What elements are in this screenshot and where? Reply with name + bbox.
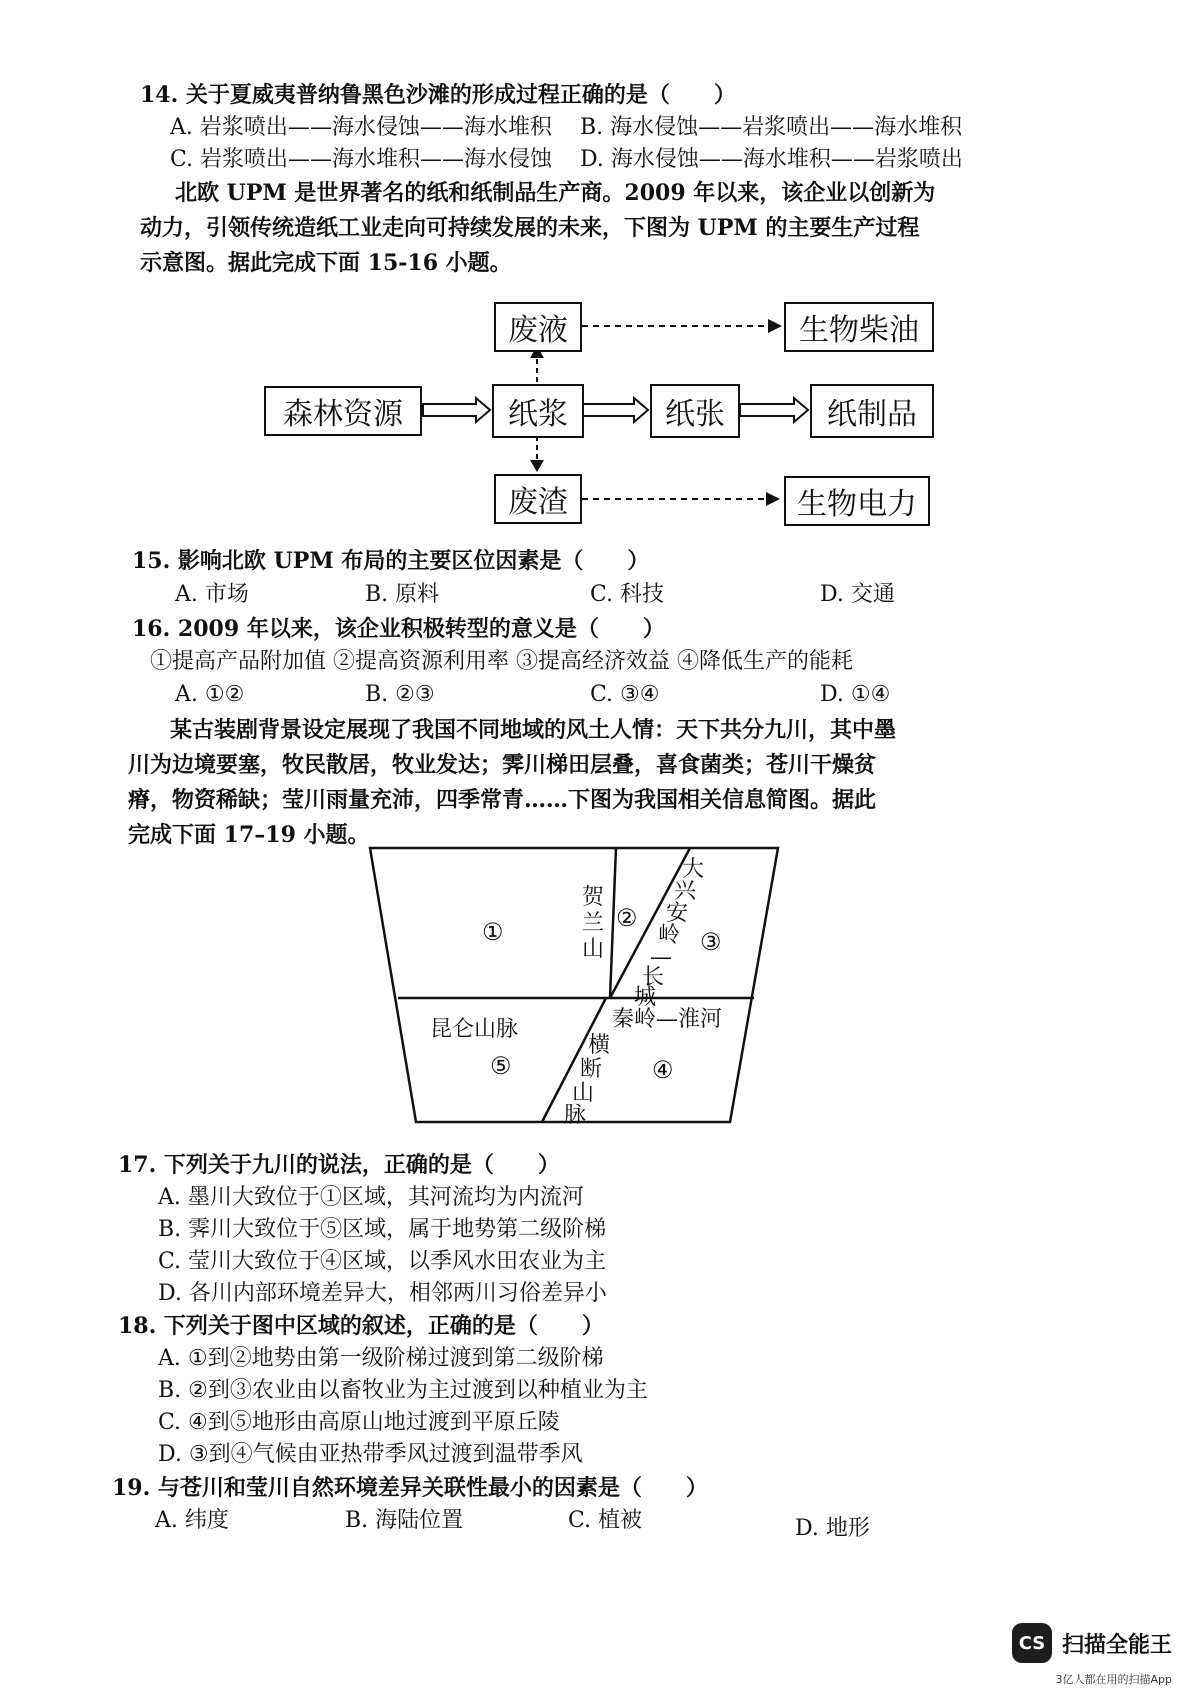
scanner-logo-icon: CS <box>1012 1623 1052 1663</box>
q17-option-c: C. 莹川大致位于④区域，以季风水田农业为主 <box>158 1249 607 1274</box>
map-label-daxing-4: 岭 <box>658 923 681 948</box>
q18-option-a: A. ①到②地势由第一级阶梯过渡到第二级阶梯 <box>158 1346 604 1371</box>
q17-stem: 17. 下列关于九川的说法，正确的是（ ） <box>118 1152 560 1178</box>
map-region-1: ① <box>482 918 504 946</box>
q14-option-d: D. 海水侵蚀——海水堆积——岩浆喷出 <box>580 147 963 172</box>
intro-15-16-line2: 动力，引领传统造纸工业走向可持续发展的未来，下图为 UPM 的主要生产过程 <box>140 215 920 241</box>
intro-17-19-line2: 川为边境要塞，牧民散居，牧业发达；霁川梯田层叠，喜食菌类；苍川干燥贫 <box>128 752 877 778</box>
map-label-helan-3: 山 <box>582 937 605 962</box>
q15-option-c: C. 科技 <box>590 582 665 607</box>
q16-option-d: D. ①④ <box>820 682 891 707</box>
map-label-daxing-7: 城 <box>634 985 657 1010</box>
map-label-kunlun: 昆仑山脉 <box>430 1017 519 1042</box>
map-label-daxing-1: 大 <box>682 857 705 882</box>
intro-17-19-line3: 瘠，物资稀缺；莹川雨量充沛，四季常青……下图为我国相关信息简图。据此 <box>128 787 877 813</box>
q19-option-b: B. 海陆位置 <box>345 1508 464 1533</box>
flow-box-waste-liquid: 废液 <box>494 302 582 352</box>
map-label-daxing-6: 长 <box>642 965 665 990</box>
map-label-hengduan-1: 横 <box>588 1033 611 1058</box>
map-region-2: ② <box>616 904 638 932</box>
q14-option-c: C. 岩浆喷出——海水堆积——海水侵蚀 <box>170 147 553 172</box>
q19-stem: 19. 与苍川和莹川自然环境差异关联性最小的因素是（ ） <box>112 1475 708 1501</box>
intro-17-19-line1: 某古装剧背景设定展现了我国不同地域的风土人情：天下共分九川，其中墨 <box>170 717 897 743</box>
flow-box-biodiesel: 生物柴油 <box>784 302 934 352</box>
flow-box-biopower: 生物电力 <box>784 476 930 526</box>
q18-stem: 18. 下列关于图中区域的叙述，正确的是（ ） <box>118 1313 604 1339</box>
flow-box-products: 纸制品 <box>810 384 934 438</box>
q16-option-a: A. ①② <box>175 682 245 707</box>
q17-option-b: B. 霁川大致位于⑤区域，属于地势第二级阶梯 <box>158 1217 607 1242</box>
flow-arrow-pulp-waste-residue <box>530 436 544 472</box>
flow-arrow-waste-liquid-biodiesel <box>582 319 782 333</box>
q19-option-a: A. 纬度 <box>155 1508 229 1533</box>
flow-box-pulp: 纸浆 <box>492 384 584 438</box>
flow-arrow-pulp-paper <box>583 398 648 422</box>
flowchart-arrows <box>0 0 1200 560</box>
q16-stem: 16. 2009 年以来，该企业积极转型的意义是（ ） <box>132 616 665 642</box>
q14-stem: 14. 关于夏威夷普纳鲁黑色沙滩的形成过程正确的是（ ） <box>140 82 736 108</box>
map-label-daxing-2: 兴 <box>674 879 697 904</box>
map-region-4: ④ <box>652 1056 674 1084</box>
map-label-daxing-3: 安 <box>666 901 689 926</box>
flow-box-paper: 纸张 <box>650 384 740 438</box>
scanner-watermark <box>1012 1623 1172 1663</box>
map-label-daxing-5: — <box>650 945 672 970</box>
q16-option-b: B. ②③ <box>365 682 435 707</box>
flow-arrow-forest-pulp <box>423 398 490 422</box>
intro-15-16-line3: 示意图。据此完成下面 15-16 小题。 <box>140 250 512 276</box>
q19-option-d: D. 地形 <box>795 1516 870 1541</box>
intro-17-19-line4: 完成下面 17–19 小题。 <box>128 822 370 848</box>
intro-15-16-line1: 北欧 UPM 是世界著名的纸和纸制品生产商。2009 年以来，该企业以创新为 <box>175 180 936 206</box>
q19-option-c: C. 植被 <box>568 1508 643 1533</box>
map-label-helan-2: 兰 <box>582 911 605 936</box>
flow-box-waste-residue: 废渣 <box>494 474 582 524</box>
q15-option-d: D. 交通 <box>820 582 895 607</box>
map-label-hengduan-2: 断 <box>580 1057 603 1082</box>
q16-option-c: C. ③④ <box>590 682 660 707</box>
map-region-3: ③ <box>700 928 722 956</box>
flow-arrow-paper-products <box>740 398 808 422</box>
china-region-map <box>360 840 790 1130</box>
q17-option-a: A. 墨川大致位于①区域，其河流均为内流河 <box>158 1185 584 1210</box>
map-label-hengduan-3: 山 <box>572 1081 595 1106</box>
q18-option-d: D. ③到④气候由亚热带季风过渡到温带季风 <box>158 1442 583 1467</box>
q18-option-c: C. ④到⑤地形由高原山地过渡到平原丘陵 <box>158 1410 560 1435</box>
map-label-helan-1: 贺 <box>582 885 605 910</box>
flow-arrow-waste-residue-biopower <box>582 492 780 506</box>
flow-box-forest: 森林资源 <box>264 386 422 436</box>
q16-items: ①提高产品附加值 ②提高资源利用率 ③提高经济效益 ④降低生产的能耗 <box>150 649 853 674</box>
q17-option-d: D. 各川内部环境差异大，相邻两川习俗差异小 <box>158 1281 607 1306</box>
scanner-tagline: 3亿人都在用的扫描App <box>1055 1673 1172 1686</box>
q15-stem: 15. 影响北欧 UPM 布局的主要区位因素是（ ） <box>132 548 650 574</box>
map-label-hengduan-4: 脉 <box>564 1103 587 1128</box>
q14-option-b: B. 海水侵蚀——岩浆喷出——海水堆积 <box>580 115 963 140</box>
q14-option-a: A. 岩浆喷出——海水侵蚀——海水堆积 <box>170 115 552 140</box>
q18-option-b: B. ②到③农业由以畜牧业为主过渡到以种植业为主 <box>158 1378 648 1403</box>
q15-option-b: B. 原料 <box>365 582 440 607</box>
scanner-name: 扫描全能王 <box>1061 1632 1172 1658</box>
q15-option-a: A. 市场 <box>175 582 249 607</box>
map-region-5: ⑤ <box>490 1052 512 1080</box>
map-label-qinling: 秦岭—淮河 <box>612 1007 723 1032</box>
